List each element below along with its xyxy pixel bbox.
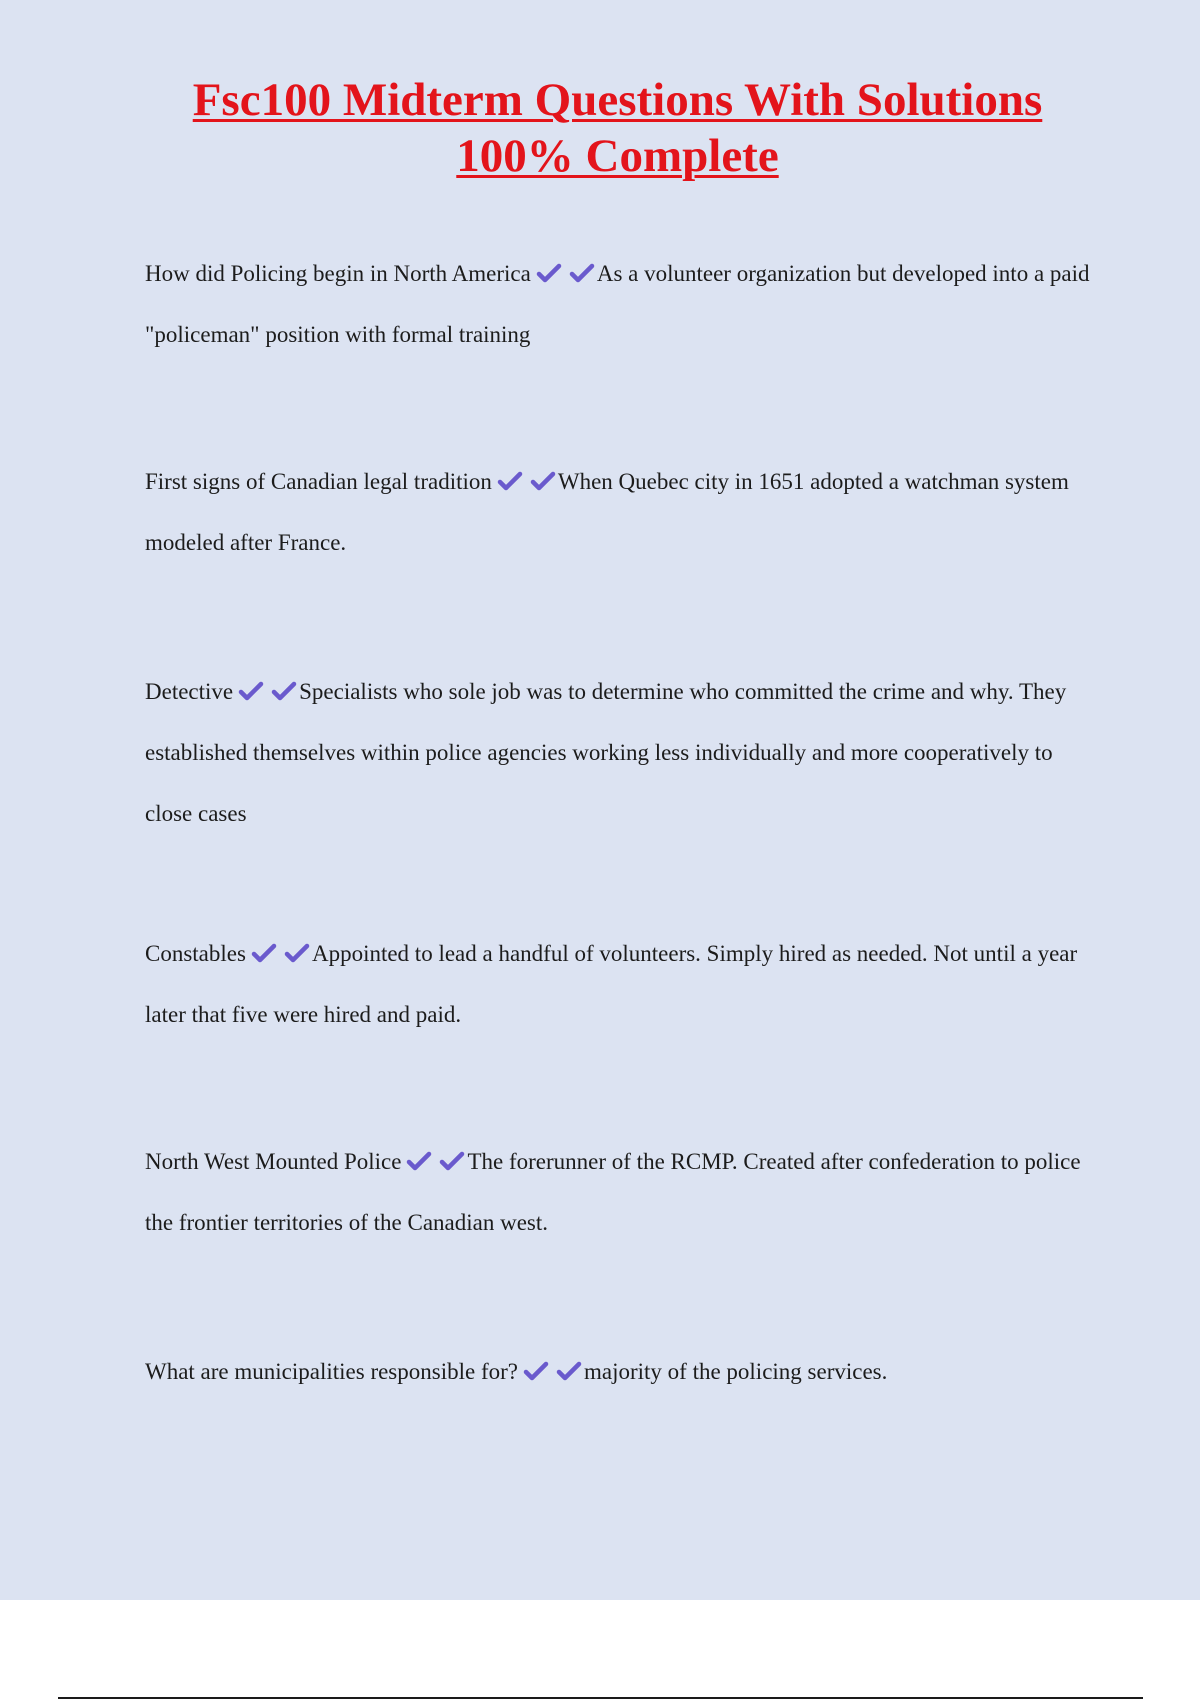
answer-text: As a volunteer organization but developed into a paid "policeman" position with formal training <box>145 261 1090 347</box>
qa-item <box>145 243 1090 365</box>
question-text: North West Mounted Police <box>145 1149 402 1174</box>
checkmark-icon <box>522 1360 550 1382</box>
title-line-2: 100% Complete <box>456 130 779 182</box>
checkmark-icon <box>438 1150 466 1172</box>
checkmark-icon <box>529 470 557 492</box>
answer-text: The forerunner of the RCMP. Created after confederation to police the frontier territories of the Canadian west. <box>145 1149 1081 1235</box>
checkmark-icon <box>496 470 524 492</box>
question-text: Constables <box>145 941 246 966</box>
checkmark-icon <box>555 1360 583 1382</box>
answer-text: majority of the policing services. <box>583 1359 888 1384</box>
document-title <box>140 72 1095 184</box>
page-divider <box>58 1697 1143 1699</box>
qa-item <box>145 1341 1090 1402</box>
answer-text: Appointed to lead a handful of volunteers. Simply hired as needed. Not until a year later that five were hired and paid. <box>145 941 1078 1027</box>
qa-item <box>145 923 1090 1045</box>
checkmark-icon <box>283 942 311 964</box>
checkmark-icon <box>405 1150 433 1172</box>
qa-item <box>145 1131 1090 1253</box>
title-line-1: Fsc100 Midterm Questions With Solutions <box>192 74 1043 126</box>
question-text: First signs of Canadian legal tradition <box>145 469 492 494</box>
checkmark-icon <box>568 262 596 284</box>
answer-text: Specialists who sole job was to determine who committed the crime and why. They established themselves within police agencies working less individually and more cooperatively to close cases <box>145 679 1067 826</box>
question-text: How did Policing begin in North America <box>145 261 531 286</box>
checkmark-icon <box>535 262 563 284</box>
checkmark-icon <box>237 680 265 702</box>
question-text: What are municipalities responsible for? <box>145 1359 518 1384</box>
qa-item <box>145 661 1090 844</box>
qa-item <box>145 451 1090 573</box>
checkmark-icon <box>270 680 298 702</box>
checkmark-icon <box>250 942 278 964</box>
answer-text: When Quebec city in 1651 adopted a watchman system modeled after France. <box>145 469 1069 555</box>
question-text: Detective <box>145 679 234 704</box>
